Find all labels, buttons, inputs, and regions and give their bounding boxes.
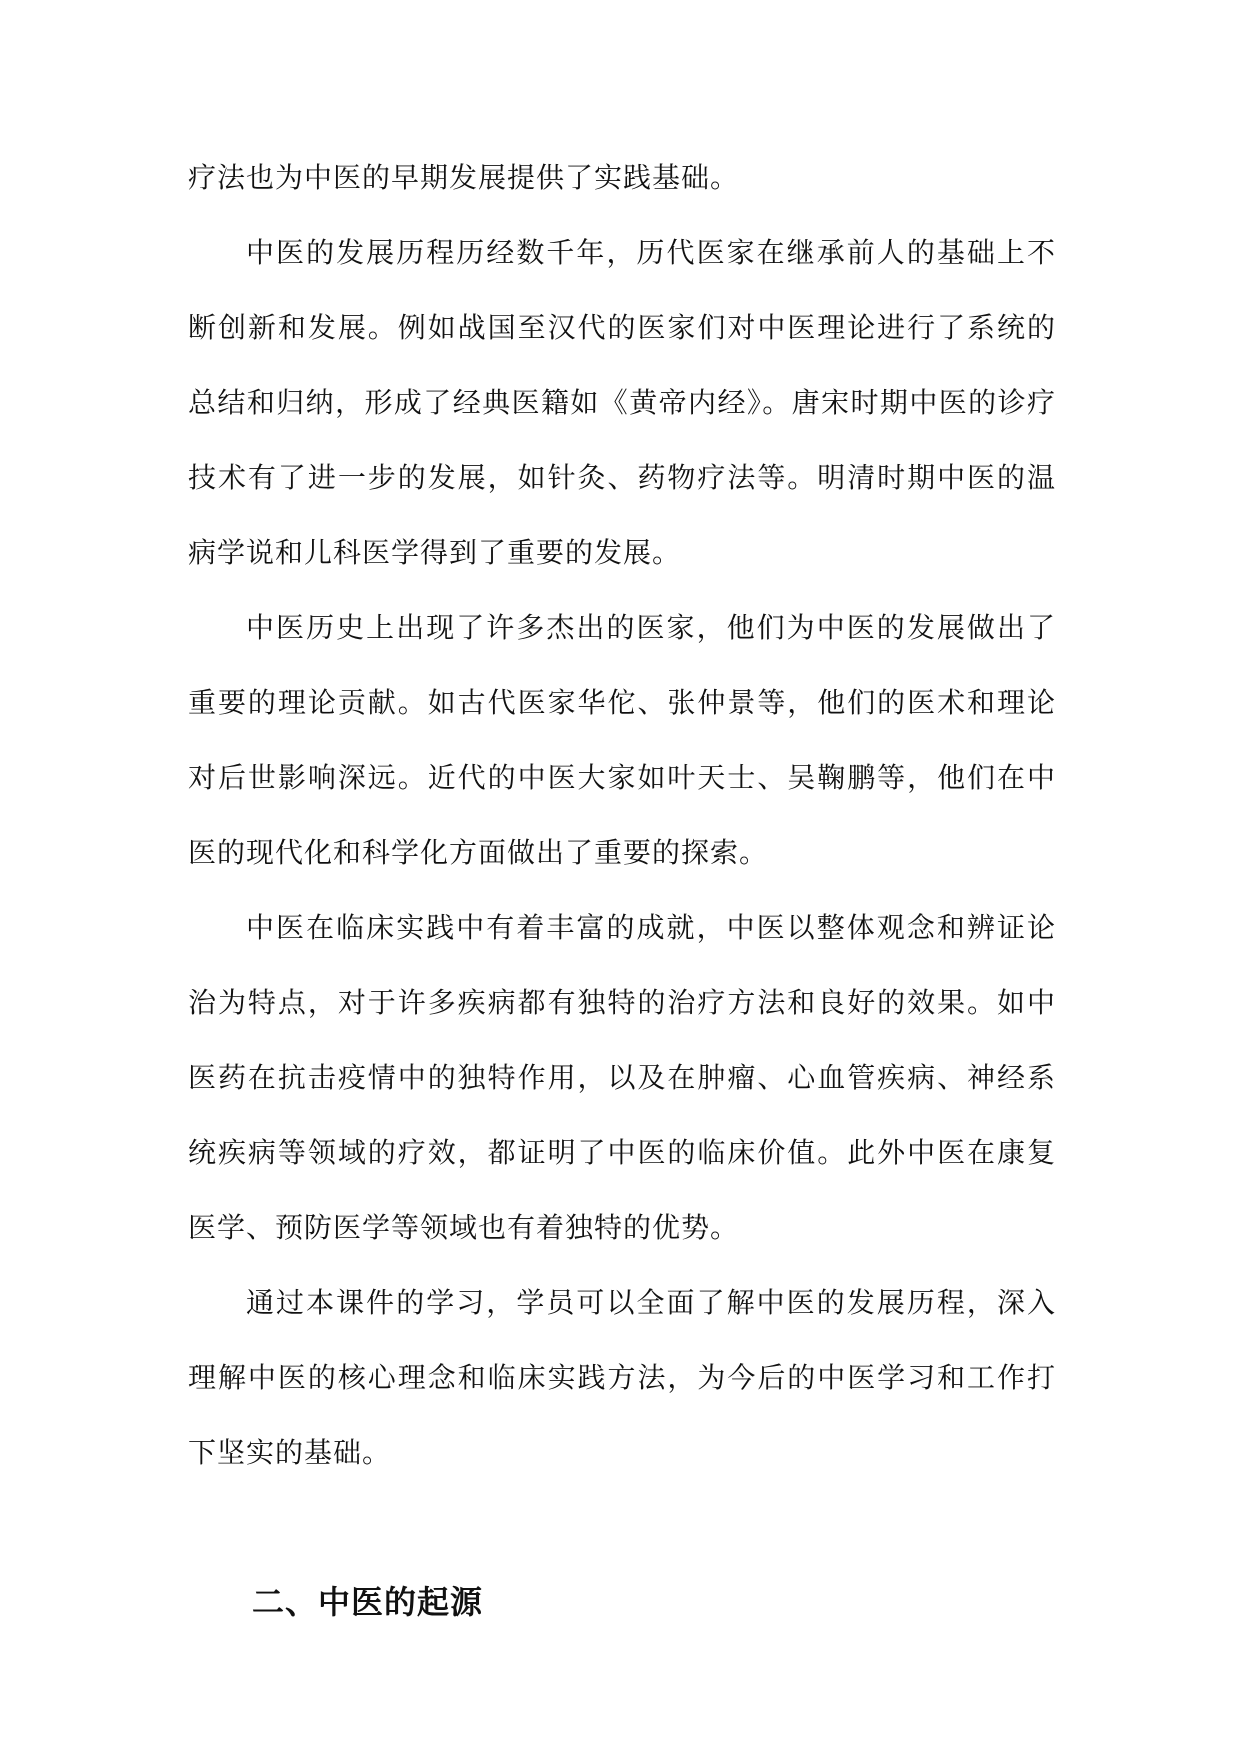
paragraph-course-summary: 通过本课件的学习，学员可以全面了解中医的发展历程，深入理解中医的核心理念和临床实践方法，为今后的中医学习和工作打下坚实的基础。 <box>188 1286 1056 1469</box>
paragraph-continuation: 疗法也为中医的早期发展提供了实践基础。 <box>188 161 740 194</box>
paragraph-development-history: 中医的发展历程历经数千年，历代医家在继承前人的基础上不断创新和发展。例如战国至汉代的医家们对中医理论进行了系统的总结和归纳，形成了经典医籍如《黄帝内经》。唐宋时期中医的诊疗技术有了进一步的发展，如针灸、药物疗法等。明清时期中医的温病学说和儿科医学得到了重要的发展。 <box>188 236 1056 569</box>
paragraph-famous-physicians: 中医历史上出现了许多杰出的医家，他们为中医的发展做出了重要的理论贡献。如古代医家华佗、张仲景等，他们的医术和理论对后世影响深远。近代的中医大家如叶天士、吴鞠鹏等，他们在中医的现代化和科学化方面做出了重要的探索。 <box>188 611 1056 869</box>
document-body <box>188 140 1056 1490</box>
paragraph-clinical-achievements: 中医在临床实践中有着丰富的成就，中医以整体观念和辨证论治为特点，对于许多疾病都有独特的治疗方法和良好的效果。如中医药在抗击疫情中的独特作用，以及在肿瘤、心血管疾病、神经系统疾病等领域的疗效，都证明了中医的临床价值。此外中医在康复医学、预防医学等领域也有着独特的优势。 <box>188 911 1056 1244</box>
section-heading: 二、中医的起源 <box>252 1583 484 1621</box>
